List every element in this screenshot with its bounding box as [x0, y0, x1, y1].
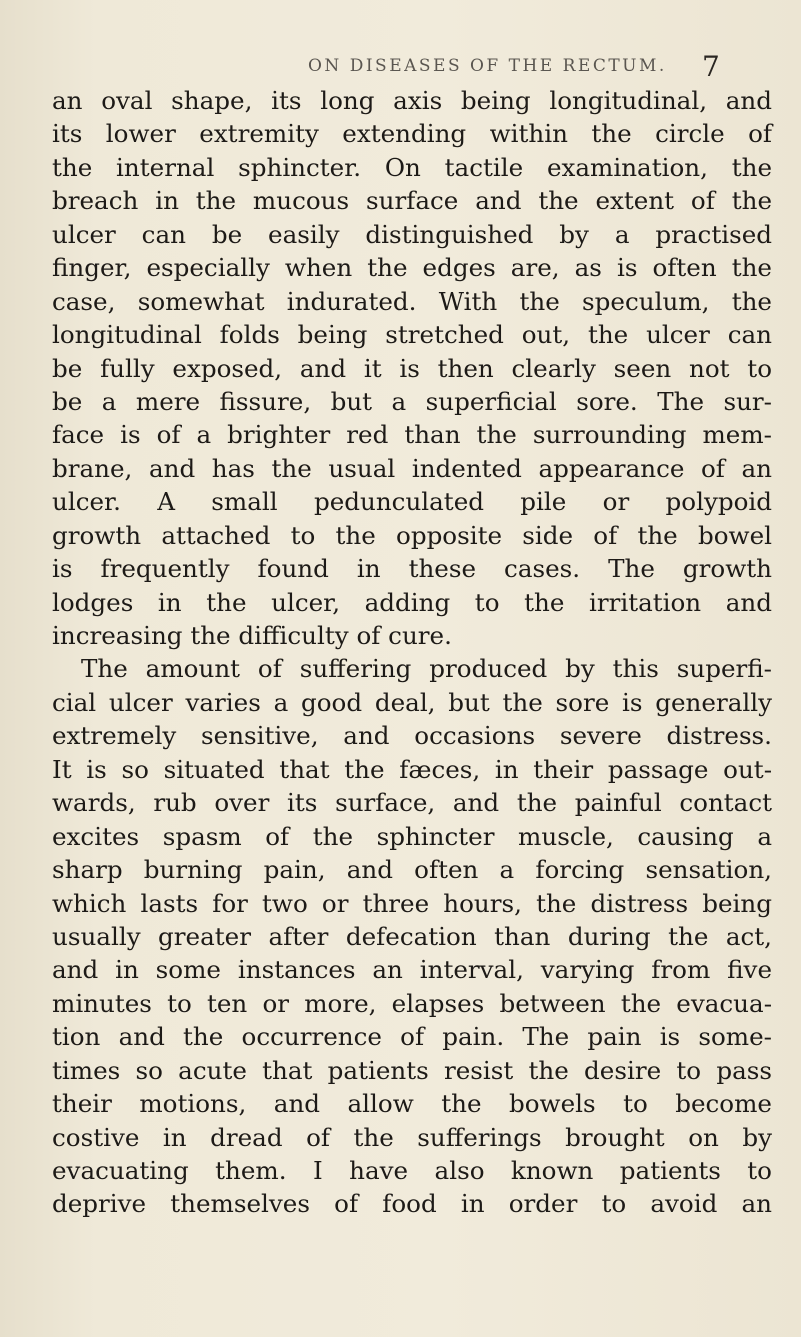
text-line: times so acute that patients resist the desire to pass — [52, 1055, 772, 1085]
text-line: increasing the difficulty of cure. — [52, 621, 452, 650]
text-line: The amount of suffering produced by this superfi- — [81, 654, 772, 684]
text-line: lodges in the ulcer, adding to the irritation and — [52, 587, 772, 617]
text-line: excites spasm of the sphincter muscle, causing a — [52, 821, 772, 851]
text-line: tion and the occurrence of pain. The pain is some- — [52, 1022, 772, 1052]
text-line: ulcer can be easily distinguished by a practised — [52, 219, 772, 249]
text-line: extremely sensitive, and occasions severe distress. — [52, 721, 772, 751]
text-line: finger, especially when the edges are, as is often the — [52, 253, 772, 283]
running-title: ON DISEASES OF THE RECTUM. — [308, 56, 667, 76]
text-line: its lower extremity extending within the circle of — [52, 119, 772, 149]
text-line: brane, and has the usual indented appearance of an — [52, 453, 772, 483]
text-line: It is so situated that the fæces, in their passage out- — [52, 754, 772, 784]
page-number: 7 — [702, 50, 720, 83]
body-text — [52, 84, 772, 1221]
text-line: their motions, and allow the bowels to become — [52, 1089, 772, 1119]
text-line: breach in the mucous surface and the extent of the — [52, 186, 772, 216]
text-line: face is of a brighter red than the surrounding mem- — [52, 420, 772, 450]
text-line: be fully exposed, and it is then clearly seen not to — [52, 353, 772, 383]
text-line: be a mere fissure, but a superficial sore. The sur- — [52, 386, 772, 416]
text-line: evacuating them. I have also known patients to — [52, 1156, 772, 1185]
text-line: growth attached to the opposite side of the bowel — [52, 520, 772, 550]
text-line: deprive themselves of food in order to avoid an — [52, 1189, 772, 1219]
text-line: usually greater after defecation than during the act, — [52, 921, 772, 951]
text-line: sharp burning pain, and often a forcing sensation, — [52, 855, 772, 885]
text-line: the internal sphincter. On tactile examination, the — [52, 152, 772, 182]
text-line: wards, rub over its surface, and the painful contact — [52, 788, 772, 818]
text-line: is frequently found in these cases. The growth — [52, 554, 772, 584]
text-line: an oval shape, its long axis being longitudinal, and — [52, 86, 772, 115]
text-line: minutes to ten or more, elapses between the evacua- — [52, 988, 772, 1018]
text-line: longitudinal folds being stretched out, the ulcer can — [52, 320, 772, 350]
text-line: ulcer. A small pedunculated pile or polypoid — [52, 487, 772, 517]
text-line: which lasts for two or three hours, the distress being — [52, 888, 772, 918]
text-line: case, somewhat indurated. With the speculum, the — [52, 286, 772, 316]
text-line: cial ulcer varies a good deal, but the sore is generally — [52, 687, 772, 717]
text-line: and in some instances an interval, varying from five — [52, 955, 772, 985]
text-line: costive in dread of the sufferings brought on by — [52, 1122, 772, 1152]
